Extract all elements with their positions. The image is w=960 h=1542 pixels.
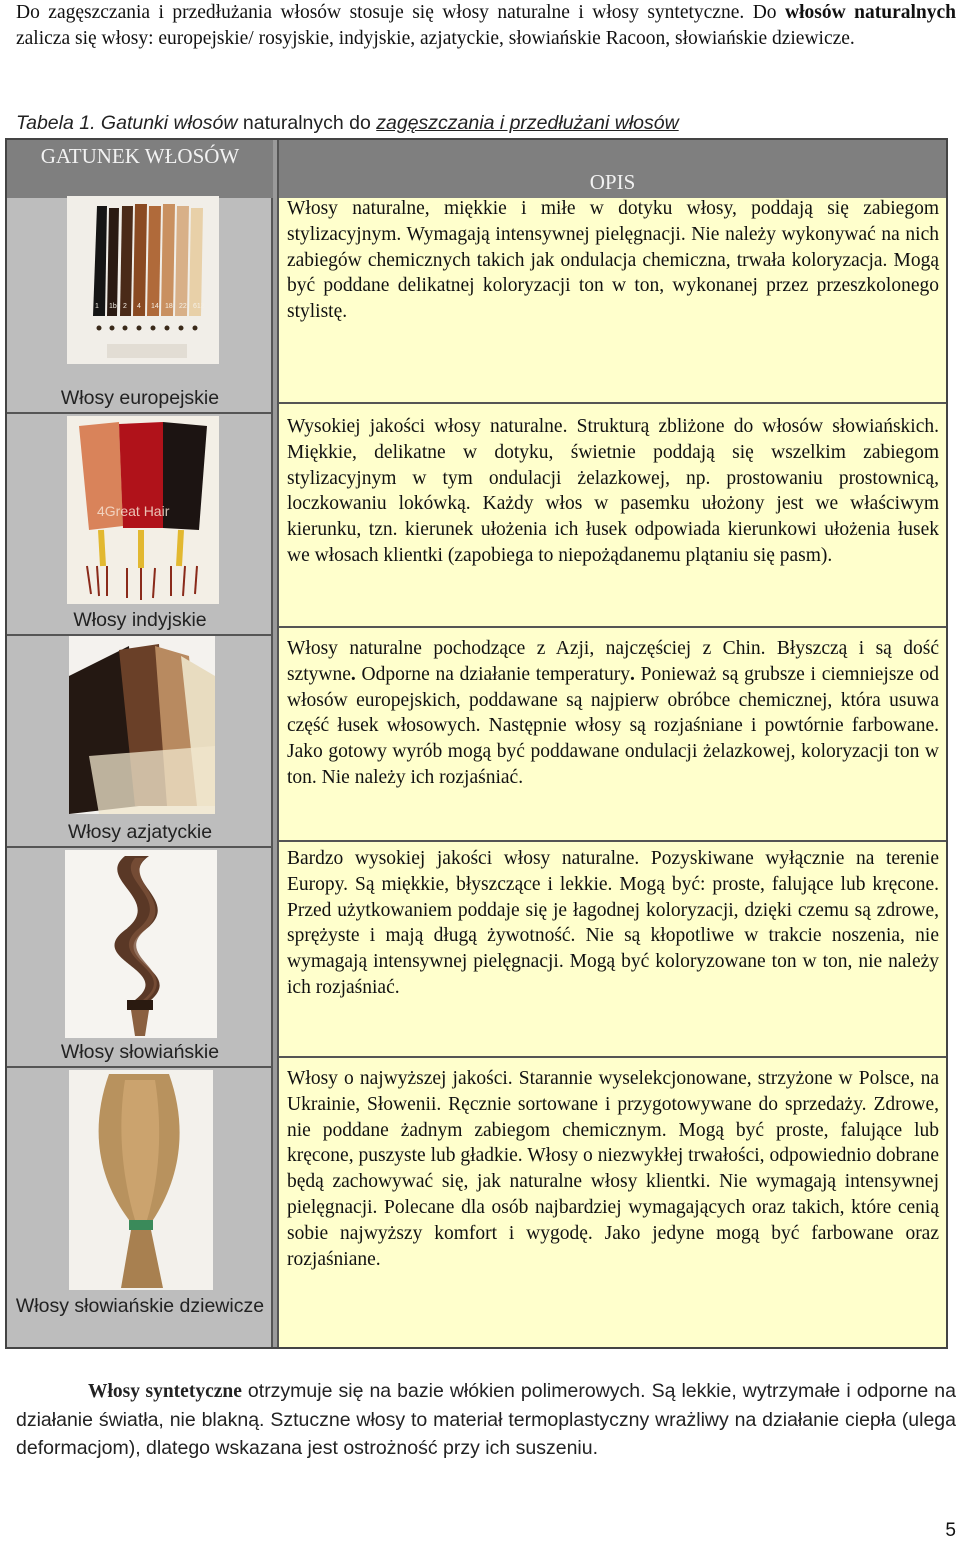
label-slavic: Włosy słowiańskie xyxy=(60,1041,220,1063)
intro-bold-term: włosów naturalnych xyxy=(785,2,956,23)
row-separator xyxy=(7,412,273,414)
row-separator xyxy=(277,840,946,842)
desc-asian xyxy=(287,636,939,791)
photo-shade-number: 613 xyxy=(193,303,205,310)
synthetic-hair-paragraph xyxy=(16,1377,956,1462)
row-separator xyxy=(277,402,946,404)
desc-indian: Wysokiej jakości włosy naturalne. Strukturą zbliżone do włosów słowiańskich. Miękkie, delikatne w dotyku, świetnie poddają się wszelkim zabiegom stylizacyjnym w tym ondulacji żelazkowej, np. prostowaniu prostownicą, loczkowaniu lokówką. Każdy włos w pasemku ułożony jest we właściwym kierunku, tzn. kierunek ułożenia ich łusek odpowiada kierunkowi ułożenia łusek we włosach klientki (zapobiega to niepożądanemu plątaniu się pasm). xyxy=(287,416,939,566)
intro-text-1: Do zagęszczania i przedłużania włosów stosuje się włosy naturalne i włosy syntetyczne. Do xyxy=(16,2,785,23)
photo-indian-hair xyxy=(67,416,219,604)
desc-slavic: Bardzo wysokiej jakości włosy naturalne. Pozyskiwane wyłącznie na terenie Europy. Są miękkie, błyszczące i lekkie. Mogą być: proste, falujące lub kręcone. Przed użytkowaniem poddaje się je łagodnej koloryzacji, dzięki czemu są zdrowe, sprężyste i mają długą żywotność. Nie są kłopotliwe w trakcie noszenia, nie wymagają intensywnej pielęgnacji. Mogą być koloryzowane ton w ton, nie należy ich rozjaśniać. xyxy=(287,848,939,998)
row-separator xyxy=(277,626,946,628)
photo-shade-number: 22 xyxy=(179,303,187,310)
label-european: Włosy europejskie xyxy=(60,387,220,409)
intro-paragraph xyxy=(16,0,956,52)
photo-shade-number: 1 xyxy=(95,303,99,310)
row-separator xyxy=(7,846,273,848)
header-type: GATUNEK WŁOSÓW xyxy=(7,140,273,198)
photo-shade-number: 4 xyxy=(137,303,141,310)
photo-watermark: 4Great Hair xyxy=(97,503,170,519)
intro-text-2: zalicza się włosy: europejskie/ rosyjskie, indyjskie, azjatyckie, słowiańskie Racoon, słowiańskie dziewicze. xyxy=(16,28,855,49)
photo-european-hair xyxy=(67,196,219,364)
table-caption xyxy=(16,110,956,136)
row-separator xyxy=(277,1056,946,1058)
caption-part-c: zagęszczania i przedłużani włosów xyxy=(376,112,679,134)
label-slavic-virgin: Włosy słowiańskie dziewicze xyxy=(15,1295,265,1317)
photo-shade-number: 14 xyxy=(151,303,159,310)
desc-asian-part: . xyxy=(629,663,635,685)
desc-asian-part: Włosy naturalne pochodzące z Azji, najczęściej z Chin. Błyszczą i są dość sztywne xyxy=(287,638,939,685)
photo-slavic-hair xyxy=(65,850,217,1038)
outro-bold-term: Włosy syntetyczne xyxy=(88,1381,242,1402)
photo-asian-hair xyxy=(69,636,215,814)
page-number: 5 xyxy=(945,1520,956,1541)
photo-shade-number: 1b xyxy=(109,303,117,310)
desc-european: Włosy naturalne, miękkie i miłe w dotyku włosy, poddają się zabiegom stylizacyjnym. Wymagają intensywnej pielęgnacji. Nie należy wykonywać na nich zabiegów chemicznych takich jak ondulacja chemiczna, trwała koloryzacja. Mogą być poddane delikatnej koloryzacji ton w ton, wykonanej przez przeszkolonego stylistę. xyxy=(287,198,939,323)
label-asian: Włosy azjatyckie xyxy=(67,821,213,843)
outro-text: otrzymuje się na bazie włókien polimerowych. Są lekkie, wytrzymałe i odporne na działanie światła, nie blakną. Sztuczne włosy to materiał termoplastyczny wrażliwy na działanie ciepła (ulega deformacjom), dlatego wskazana jest ostrożność przy ich suszeniu. xyxy=(16,1380,956,1459)
photo-shade-number: 2 xyxy=(123,303,127,310)
row-separator xyxy=(7,1066,273,1068)
photo-shade-number: 18 xyxy=(165,303,173,310)
caption-part-a: Tabela 1. Gatunki włosów xyxy=(16,112,238,134)
photo-slavic-virgin-hair xyxy=(69,1070,213,1290)
caption-part-b: naturalnych do xyxy=(237,112,377,134)
label-indian: Włosy indyjskie xyxy=(73,609,207,631)
desc-asian-part: Odporne na działanie temperatury xyxy=(355,663,630,685)
desc-asian-part: . xyxy=(350,663,356,685)
header-description: OPIS xyxy=(277,140,946,198)
hair-types-table xyxy=(5,138,948,1349)
desc-asian-part: Ponieważ są grubsze i ciemniejsze od włosów europejskich, poddawane są najpierw obróbce chemicznej, która usuwa część łusek włosowych. Następnie włosy są rozjaśniane i powtórnie farbowane. Jako gotowy wyrób mogą być poddawane ondulacji żelazkowej, koloryzacji ton w ton. Nie należy ich rozjaśniać. xyxy=(287,663,939,788)
desc-slavic-virgin: Włosy o najwyższej jakości. Starannie wyselekcjonowane, strzyżone w Polsce, na Ukrainie, Słowenii. Ręcznie sortowane i przygotowywane do sprzedaży. Zdrowe, nie poddane żadnym zabiegom chemicznym. Mogą być proste, falujące lub kręcone, puszyste lub gładkie. Włosy o niezwykłej trwałości, odpowiednio dobrane będą zachowywać się, jak naturalne włosy klientki. Nie wymagają intensywnej pielęgnacji. Polecane dla osób najbardziej wymagających oraz takich, które cenią sobie najwyższy komfort i wygodę. Jako jedyne mogą być farbowane oraz rozjaśniane. xyxy=(287,1068,939,1270)
